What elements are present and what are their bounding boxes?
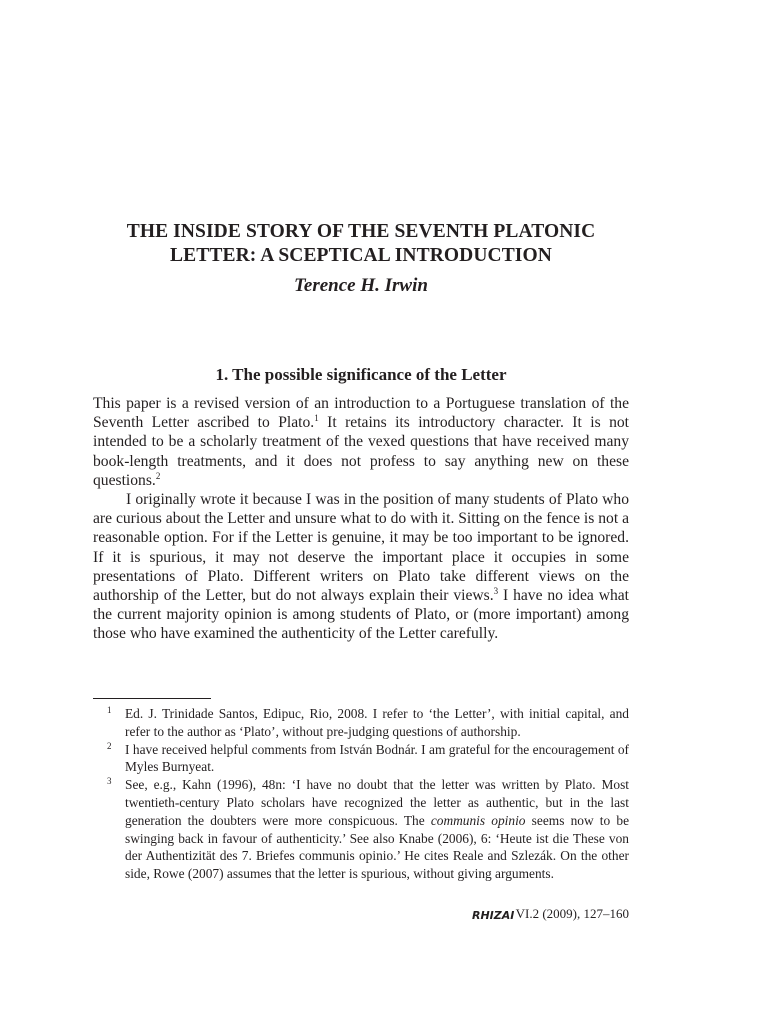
footnote-number: 2 xyxy=(107,740,112,751)
journal-citation: VI.2 (2009), 127–160 xyxy=(515,906,629,921)
body-text xyxy=(93,394,629,644)
paragraph-text: I originally wrote it because I was in the position of many students of Plato who are curious about the Letter and unsure what to do with it. Sitting on the fence is not a reasonable option. For if the Letter is genuine, it may be too important to be ignored. If it is spurious, it may not deserve the important place it occupies in some presentations of Plato. Different writers on Plato take different views on the authorship of the Letter, but do not always explain their views. xyxy=(93,491,629,605)
page-footer xyxy=(472,906,629,922)
footnote-number: 1 xyxy=(107,705,112,715)
footnote-text: Ed. J. Trinidade Santos, Edipuc, Rio, 2008. I refer to ‘the Letter’, with initial capital, and refer to the author as ‘Plato’, without pre-judging questions of authorship. xyxy=(125,706,629,739)
footnote-1 xyxy=(93,705,629,741)
paragraph-1 xyxy=(93,394,629,490)
footnote-ref-2[interactable]: 2 xyxy=(155,470,161,481)
rhizai-logo xyxy=(471,907,514,922)
footnote-number: 3 xyxy=(107,776,112,787)
footnote-ref-3[interactable]: 3 xyxy=(493,586,499,597)
footnote-divider xyxy=(93,698,211,699)
paragraph-text: This paper is a revised version of an introduction to a Portuguese translation of the Seventh Letter ascribed to Plato. xyxy=(93,395,629,432)
footnote-3 xyxy=(93,776,629,883)
footnotes xyxy=(93,705,629,883)
footnote-2 xyxy=(93,741,629,777)
footnote-italic: communis opinio xyxy=(430,812,526,828)
title-line-1: THE INSIDE STORY OF THE SEVENTH PLATONIC xyxy=(126,221,596,242)
footnote-text: See, e.g., Kahn (1996), 48n: ‘I have no doubt that the letter was written by Plato. Most twentieth-century Plato scholars have recognized the letter as authentic, but in the last generation the doubters were more conspicuous. The xyxy=(125,777,629,828)
title-line-2: LETTER: A SCEPTICAL INTRODUCTION xyxy=(170,245,552,266)
footnote-text: seems now to be swinging back in favour of authenticity.’ See also Knabe (2006), 6: ‘Heute ist die These von der Authentizität des 7. Briefes communis opinio.’ He cites Reale and Szlezák. On the other side, Rowe (2007) assumes that the letter is spurious, without giving arguments. xyxy=(125,812,630,882)
article-title xyxy=(93,220,629,268)
paragraph-2 xyxy=(93,490,629,644)
paragraph-text: I have no idea what the current majority opinion is among students of Plato, or (more important) among those who have examined the authenticity of the Letter carefully. xyxy=(93,587,630,643)
paragraph-text: It retains its introductory character. It is not intended to be a scholarly treatment of the vexed questions that have received many book-length treatments, and it does not profess to say anything new on these questions. xyxy=(93,414,630,489)
footnote-ref-1[interactable]: 1 xyxy=(314,413,319,424)
author-name: Terence H. Irwin xyxy=(294,275,428,296)
footnote-text: I have received helpful comments from István Bodnár. I am grateful for the encouragement of Myles Burnyeat. xyxy=(125,741,629,775)
section-heading: 1. The possible significance of the Letter xyxy=(215,365,507,384)
logo-text: RHIZAI xyxy=(471,909,514,922)
